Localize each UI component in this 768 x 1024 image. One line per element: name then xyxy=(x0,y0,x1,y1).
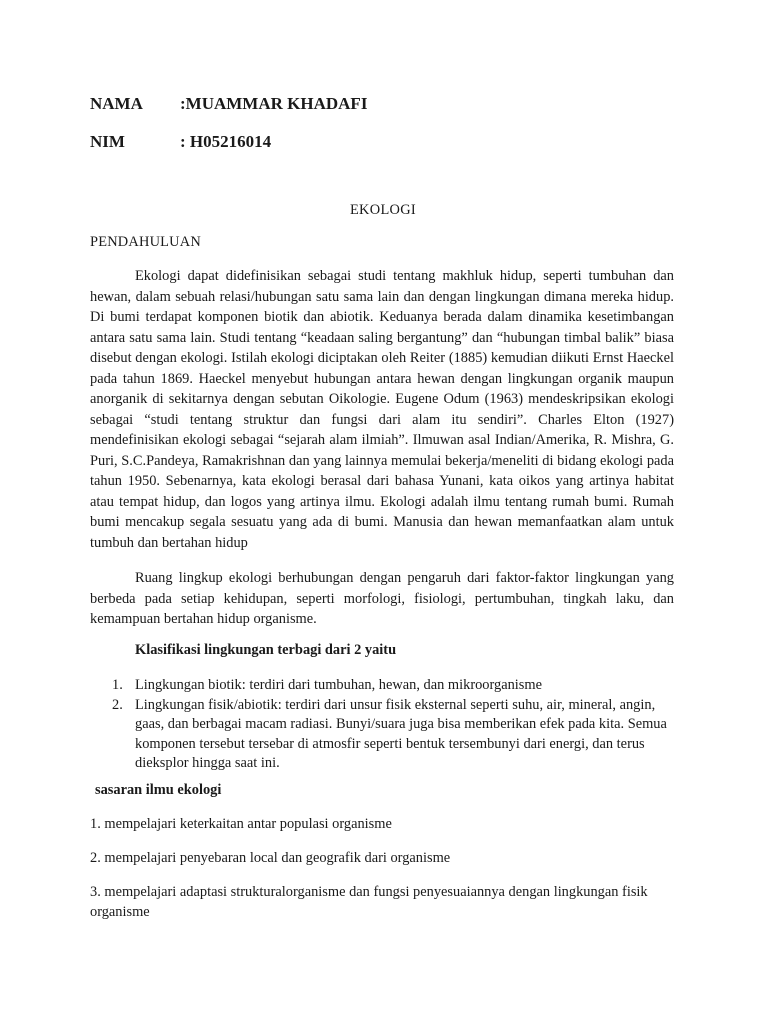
nim-value: : H05216014 xyxy=(180,132,272,151)
classification-heading: Klasifikasi lingkungan terbagi dari 2 yaitu xyxy=(135,642,397,658)
goal-item: 3. mempelajari adaptasi strukturalorganisme dan fungsi penyesuaiannya dengan lingkungan fisik organisme xyxy=(90,884,648,920)
goal-item: 1. mempelajari keterkaitan antar populasi organisme xyxy=(90,816,392,832)
nim-label: NIM xyxy=(90,132,125,151)
goals-heading: sasaran ilmu ekologi xyxy=(95,782,222,798)
list-item xyxy=(90,676,672,696)
list-item-text: Lingkungan biotik: terdiri dari tumbuhan, hewan, dan mikroorganisme xyxy=(135,677,542,693)
goal-item: 2. mempelajari penyebaran local dan geografik dari organisme xyxy=(90,850,451,866)
paragraph-intro: Ekologi dapat didefinisikan sebagai studi tentang makhluk hidup, seperti tumbuhan dan hewan, dalam sebuah relasi/hubungan satu sama lain dan dengan lingkungan dimana mereka hidup. Di bumi terdapat komponen biotik dan abiotik. Keduanya berada dalam dinamika kesetimbangan antara satu sama lain. Studi tentang “keadaan saling bergantung” dan “hubungan timbal balik” biasa disebut dengan ekologi. Istilah ekologi diciptakan oleh Reiter (1885) kemudian diikuti Ernst Haeckel pada tahun 1869. Haeckel menyebut hubungan antara hewan dengan lingkungan organik maupun anorganik di sekitarnya dengan sebutan Oikologie. Eugene Odum (1963) mendeskripsikan ekologi sebagai “studi tentang struktur dan fungsi dari alam itu sendiri”. Charles Elton (1927) mendefinisikan ekologi sebagai “sejarah alam ilmiah”. Ilmuwan asal Indian/Amerika, R. Mishra, G. Puri, S.C.Pandeya, Ramakrishnan dan yang lainnya memulai bekerja/meneliti di bidang ekologi pada tahun 1950. Sebenarnya, kata ekologi berasal dari bahasa Yunani, kata oikos yang artinya habitat atau tempat hidup, dan logos yang artinya ilmu. Ekologi adalah ilmu tentang rumah bumi. Rumah bumi mencakup segala sesuatu yang ada di bumi. Manusia dan hewan memanfaatkan alam untuk tumbuh dan bertahan hidup xyxy=(90,268,674,551)
list-item-text: Lingkungan fisik/abiotik: terdiri dari unsur fisik eksternal seperti suhu, air, mineral, angin, gaas, dan berbagai macam radiasi. Bunyi/suara juga bisa memberikan efek pada kita. Semua komponen tersebut tersebar di atmosfir seperti bentuk tersembunyi dari energi, dan terus dieksplor hingga saat ini. xyxy=(135,696,667,771)
classification-list xyxy=(90,676,672,774)
name-value: :MUAMMAR KHADAFI xyxy=(180,94,368,113)
list-item xyxy=(90,696,672,774)
paragraph-scope: Ruang lingkup ekologi berhubungan dengan pengaruh dari faktor-faktor lingkungan yang berbeda pada setiap kehidupan, seperti morfologi, fisiologi, pertumbuhan, tingkah laku, dan kemampuan bertahan hidup organisme. xyxy=(90,570,674,627)
name-label: NAMA xyxy=(90,94,143,113)
document-title: EKOLOGI xyxy=(349,202,417,218)
list-number: 1. xyxy=(112,677,123,693)
list-number: 2. xyxy=(112,696,123,713)
document-title-row xyxy=(0,202,768,219)
section-heading: PENDAHULUAN xyxy=(90,234,201,250)
